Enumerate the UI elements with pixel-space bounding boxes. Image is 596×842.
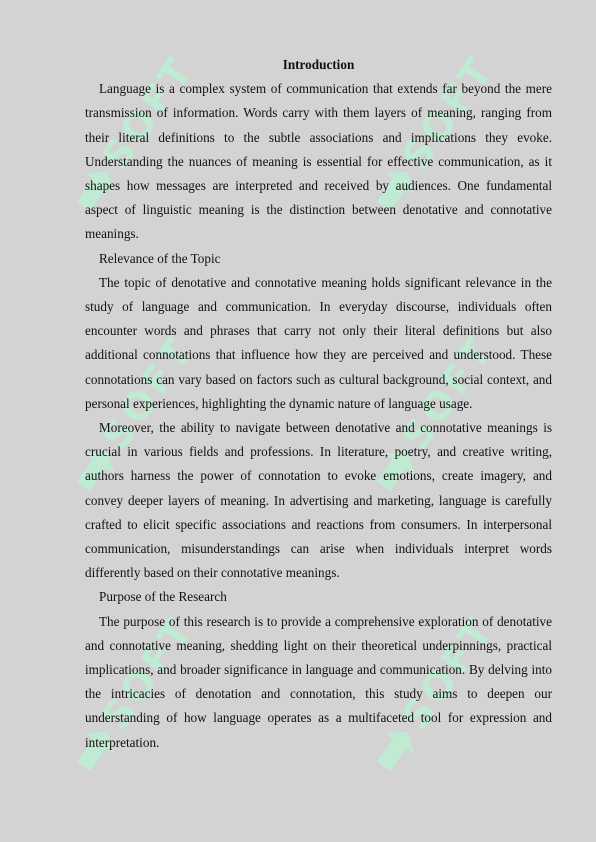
subheading-relevance: Relevance of the Topic bbox=[99, 250, 221, 266]
watermark-text: SOFT bbox=[393, 327, 503, 458]
watermark-text: SOFT bbox=[393, 607, 503, 738]
document-page bbox=[85, 53, 552, 755]
relevance-paragraph-1: The topic of denotative and connotative meaning holds significant relevance in the study of language and communication. In everyday discourse, individuals often encounter words and phrases that carry not only their literal definitions but also additional connotations that influence how they are perceived and understood. These connotations can vary based on factors such as cultural background, social context, and personal experiences, highlighting the dynamic nature of language usage. bbox=[85, 274, 552, 411]
watermark-text: SOFT bbox=[93, 607, 203, 738]
watermark-text: SOFT bbox=[93, 47, 203, 178]
subheading-purpose: Purpose of the Research bbox=[99, 589, 227, 605]
watermark-text: SOFT bbox=[93, 327, 203, 458]
page-title: Introduction bbox=[282, 57, 355, 72]
purpose-paragraph: The purpose of this research is to provide a comprehensive exploration of denotative and connotative meaning, shedding light on their theoretical underpinnings, practical implications, and broader significance in language and communication. By delving into the intricacies of denotation and connotation, this study aims to deepen our understanding of how language operates as a multifaceted tool for expression and interpretation. bbox=[85, 613, 552, 750]
watermark-text: SOFT bbox=[393, 47, 503, 178]
intro-paragraph: Language is a complex system of communication that extends far beyond the mere transmission of information. Words carry with them layers of meaning, ranging from their literal definitions to the subtle associations and implications they evoke. Understanding the nuances of meaning is essential for effective communication, as it shapes how messages are interpreted and received by audiences. One fundamental aspect of linguistic meaning is the distinction between denotative and connotative meanings. bbox=[85, 81, 552, 242]
relevance-paragraph-2: Moreover, the ability to navigate between denotative and connotative meanings is crucial in various fields and professions. In literature, poetry, and creative writing, authors harness the power of connotation to evoke emotions, create imagery, and convey deeper layers of meaning. In advertising and marketing, language is carefully crafted to elicit specific associations and reactions from consumers. In interpersonal communication, misunderstandings can arise when individuals interpret words differently based on their connotative meanings. bbox=[85, 420, 552, 581]
